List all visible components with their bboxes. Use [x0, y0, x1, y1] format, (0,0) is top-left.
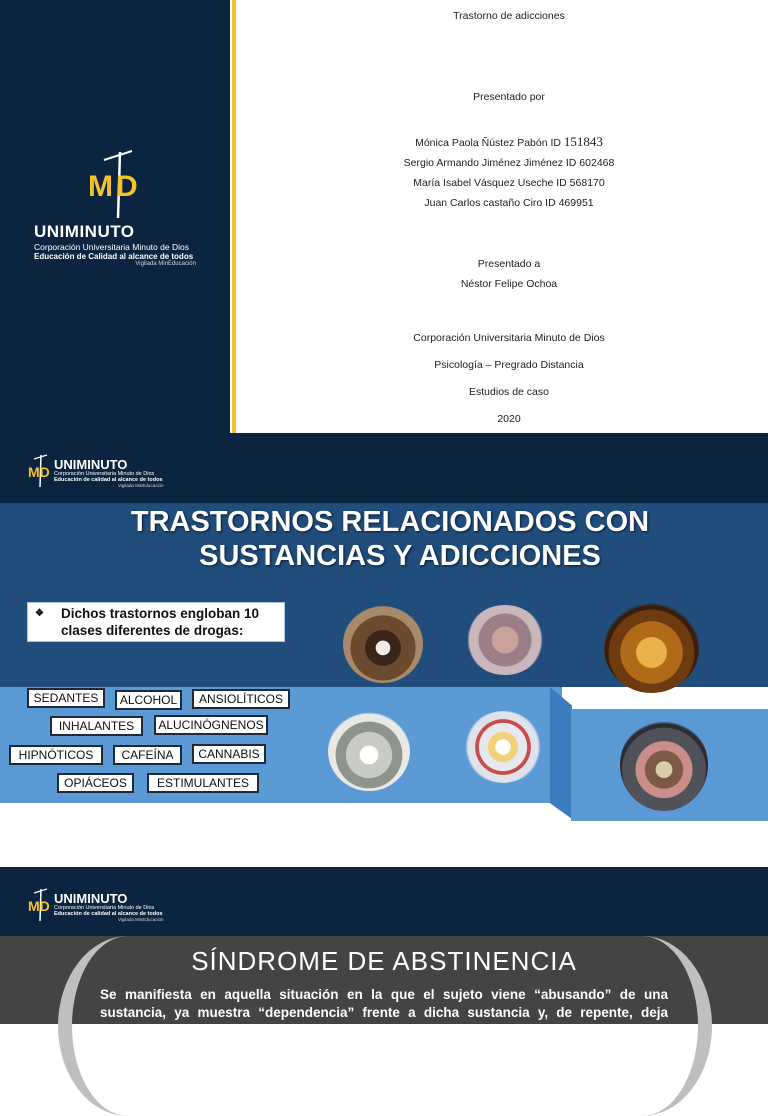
md-logo-icon — [28, 887, 54, 921]
tag-cafeina: CAFEÍNA — [113, 745, 182, 765]
md-logo-icon — [84, 148, 164, 218]
logo-line-1: Corporación Universitaria Minuto de Dios — [34, 242, 189, 252]
presented-by-label: Presentado por — [473, 91, 545, 103]
title-slide — [0, 0, 768, 433]
year: 2020 — [497, 413, 521, 425]
uniminuto-logo — [28, 887, 178, 923]
slide-title-line-2: SUSTANCIAS Y ADICCIONES — [199, 540, 601, 572]
bullet-line-2: clases diferentes de drogas: — [61, 623, 244, 638]
tag-estimulantes: ESTIMULANTES — [147, 773, 259, 793]
gold-divider — [230, 0, 243, 433]
paragraph-line-1: Se manifiesta en aquella situación en la que el sujeto viene “abusando” de una — [100, 987, 668, 1002]
logo-line-1: Corporación Universitaria Minuto de Dios — [54, 905, 155, 911]
author-3: María Isabel Vásquez Useche ID 568170 — [413, 177, 605, 189]
svg-text:M: M — [88, 170, 113, 203]
slide-header — [0, 433, 768, 503]
logo-line-3: Vigilada MinEducación — [118, 917, 164, 922]
pills-image — [464, 711, 542, 783]
logo-line-1: Corporación Universitaria Minuto de Dios — [54, 471, 155, 477]
author-2: Sergio Armando Jiménez Jiménez ID 602468 — [403, 157, 615, 169]
tag-inhalantes: INHALANTES — [50, 716, 143, 736]
pills-spoon-image — [328, 711, 410, 791]
sidebar-panel — [0, 0, 230, 433]
course: Estudios de caso — [469, 386, 549, 398]
bullet-line-1: Dichos trastornos engloban 10 — [61, 606, 260, 621]
definition-paragraph — [100, 986, 668, 1022]
coffee-image — [343, 605, 423, 683]
tag-opiaceos: OPIÁCEOS — [57, 773, 134, 793]
logo-brand: UNIMINUTO — [34, 222, 135, 241]
slide-title-line-1: TRASTORNOS RELACIONADOS CON — [130, 506, 650, 538]
teacher-name: Néstor Felipe Ochoa — [460, 278, 558, 290]
tag-cannabis: CANNABIS — [192, 744, 266, 764]
tag-ansioliticos: ANSIOLÍTICOS — [192, 689, 290, 709]
logo-line-2: Educación de Calidad al alcance de todos — [34, 252, 194, 261]
tag-alucinogenos: ALUCINÓGNENOS — [154, 715, 268, 735]
bullet-box — [27, 602, 285, 642]
svg-text:D: D — [116, 170, 138, 203]
author-1 — [250, 134, 768, 150]
logo-line-2: Educación de calidad al alcance de todos — [54, 477, 163, 483]
uniminuto-logo — [34, 148, 204, 267]
svg-text:MD: MD — [28, 464, 50, 480]
author-1-name: Mónica Paola Ñústez Pabón ID — [415, 137, 564, 149]
program: Psicología – Pregrado Distancia — [434, 359, 584, 371]
slide-title — [60, 505, 720, 573]
beer-image — [604, 603, 699, 693]
author-4: Juan Carlos castaño Ciro ID 469951 — [424, 197, 594, 209]
logo-line-2: Educación de calidad al alcance de todos — [54, 911, 163, 917]
presented-to-label: Presentado a — [477, 258, 541, 270]
document-title: Trastorno de adicciones — [453, 10, 565, 22]
logo-brand: UNIMINUTO — [54, 457, 128, 472]
mouth-bottle-image — [620, 719, 708, 811]
tag-sedantes: SEDANTES — [27, 688, 105, 708]
logo-brand: UNIMINUTO — [54, 891, 128, 906]
smoking-image — [466, 605, 544, 675]
svg-text:MD: MD — [28, 898, 50, 914]
author-1-id: 151843 — [563, 134, 603, 149]
tag-alcohol: ALCOHOL — [115, 690, 182, 710]
slide-title: SÍNDROME DE ABSTINENCIA — [191, 946, 577, 976]
md-logo-icon — [28, 453, 54, 487]
slide-header — [0, 867, 768, 936]
logo-line-3: Vigilada MinEducación — [135, 261, 196, 267]
institution: Corporación Universitaria Minuto de Dios — [413, 332, 605, 344]
diamond-bullet-icon: ❖ — [35, 608, 44, 619]
logo-line-3: Vigilada MinEducación — [118, 483, 164, 488]
tag-hipnoticos: HIPNÓTICOS — [9, 745, 103, 765]
withdrawal-slide — [0, 867, 768, 1024]
substances-slide — [0, 433, 768, 867]
paragraph-line-2: sustancia, ya muestra “dependencia” frente a dicha sustancia y, de repente, deja — [100, 1005, 668, 1020]
uniminuto-logo — [28, 453, 178, 489]
panel-edge — [550, 687, 572, 819]
